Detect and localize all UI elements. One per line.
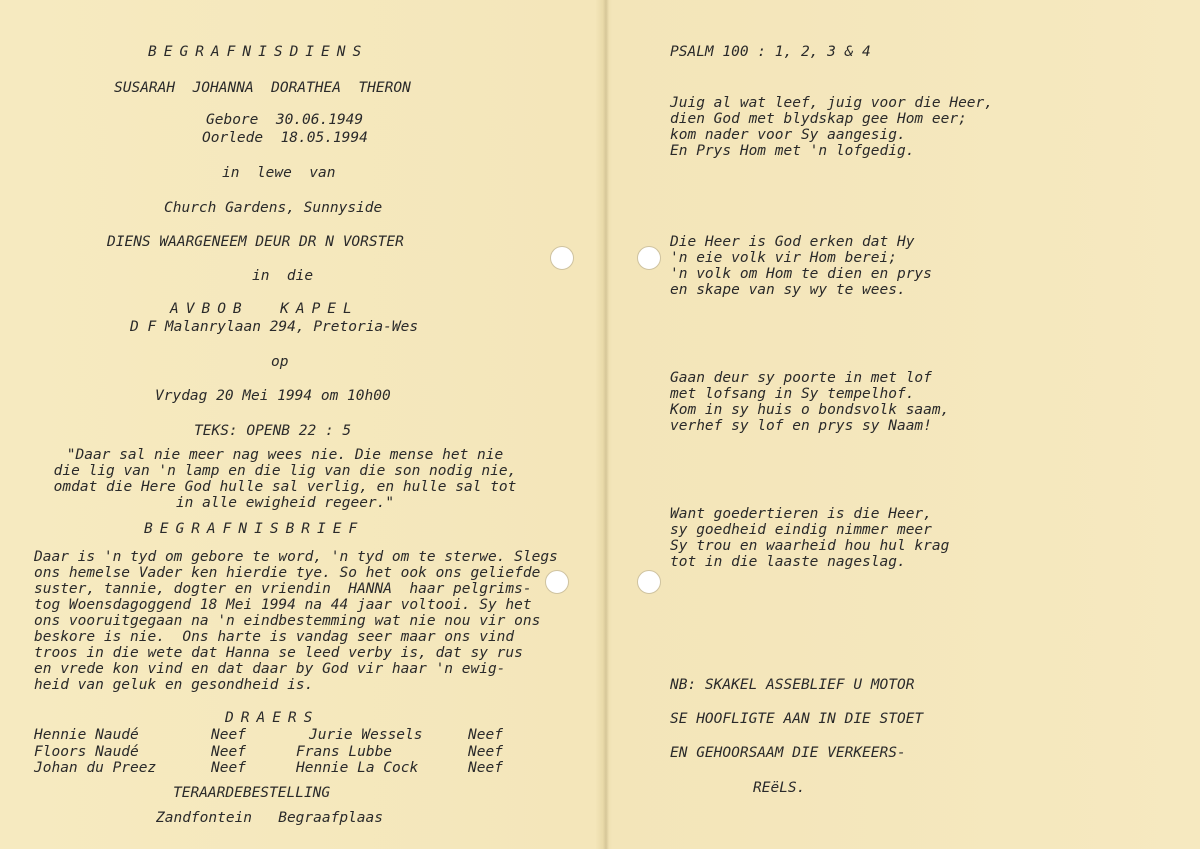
bearer-name: Hennie La Cock — [296, 760, 419, 776]
letter-line: troos in die wete dat Hanna se leed verby is, dat sy rus — [34, 645, 523, 661]
verse-line: met lofsang in Sy tempelhof. — [670, 386, 915, 402]
verse-line: Die Heer is God erken dat Hy — [670, 234, 915, 250]
letter-line: heid van geluk en gesondheid is. — [34, 677, 314, 693]
bearer-row — [34, 744, 534, 761]
quote-line: omdat die Here God hulle sal verlig, en hulle sal tot — [53, 479, 517, 495]
verse-line: Sy trou en waarheid hou hul krag — [670, 538, 950, 554]
deceased-name: SUSARAH JOHANNA DORATHEA THERON — [114, 80, 411, 96]
scripture-quote — [38, 447, 532, 511]
letter-line: en vrede kon vind en dat daar by God vir haar 'n ewig- — [34, 661, 506, 677]
bearer-relation: Neef — [468, 727, 503, 743]
psalm-verse-3 — [670, 370, 949, 434]
verse-line: verhef sy lof en prys sy Naam! — [670, 418, 932, 434]
birth-date: Gebore 30.06.1949 — [206, 112, 364, 128]
verse-line: sy goedheid eindig nimmer meer — [670, 522, 932, 538]
bearer-relation: Neef — [211, 743, 246, 760]
burial-place: Zandfontein Begraafplaas — [156, 810, 383, 826]
bearer-relation: Neef — [211, 760, 246, 776]
verse-line: kom nader voor Sy aangesig. — [670, 127, 906, 143]
verse-line: Want goedertieren is die Heer, — [670, 506, 932, 522]
in-the-label: in die — [252, 268, 314, 284]
letter-line: tog Woensdagoggend 18 Mei 1994 na 44 jaar voltooi. Sy het — [34, 597, 532, 613]
psalm-verse-2 — [670, 234, 932, 298]
quote-line: die lig van 'n lamp en die lig van die son nodig nie, — [53, 463, 517, 479]
verse-line: Kom in sy huis o bondsvolk saam, — [670, 402, 950, 418]
bearer-name: Frans Lubbe — [296, 743, 393, 760]
funeral-letter — [34, 549, 594, 693]
verse-line: tot in die laaste nageslag. — [670, 554, 906, 570]
bearer-relation: Neef — [211, 727, 246, 743]
verse-line: En Prys Hom met 'n lofgedig. — [670, 143, 915, 159]
scripture-reference: TEKS: OPENB 22 : 5 — [194, 423, 352, 439]
verse-line: en skape van sy wy te wees. — [670, 282, 906, 298]
psalm-title: PSALM 100 : 1, 2, 3 & 4 — [670, 44, 871, 60]
chapel-address: D F Malanrylaan 294, Pretoria-Wes — [130, 319, 419, 335]
bearer-name: Johan du Preez — [34, 760, 157, 776]
notice-line: EN GEHOORSAAM DIE VERKEERS- — [670, 745, 906, 761]
psalm-verse-1 — [670, 95, 993, 159]
on-label: op — [271, 354, 289, 370]
chapel-name: AVBOB KAPEL — [170, 301, 359, 317]
letter-line: beskore is nie. Ons harte is vandag seer maar ons vind — [34, 629, 515, 645]
verse-line: Gaan deur sy poorte in met lof — [670, 370, 932, 386]
quote-line: in alle ewigheid regeer." — [175, 495, 395, 511]
bearer-row — [34, 727, 534, 744]
verse-line: 'n volk om Hom te dien en prys — [670, 266, 932, 282]
center-fold — [603, 0, 609, 849]
punch-hole — [550, 246, 574, 270]
in-life-of-label: in lewe van — [222, 165, 336, 181]
bearers-table — [34, 727, 534, 777]
quote-line: "Daar sal nie meer nag wees nie. Die mense het nie — [66, 447, 504, 463]
bearer-name: Floors Naudé — [34, 743, 139, 760]
service-heading: BEGRAFNISDIENS — [148, 44, 369, 60]
burial-heading: TERAARDEBESTELLING — [173, 785, 331, 801]
bearer-row — [34, 760, 534, 777]
notice-line: REëLS. — [753, 780, 806, 796]
bearer-relation: Neef — [468, 760, 503, 776]
verse-line: dien God met blydskap gee Hom eer; — [670, 111, 967, 127]
letter-line: suster, tannie, dogter en vriendin HANNA haar pelgrims- — [34, 581, 532, 597]
letter-line: ons vooruitgegaan na 'n eindbestemming wat nie nou vir ons — [34, 613, 541, 629]
psalm-verse-4 — [670, 506, 949, 570]
punch-hole — [637, 570, 661, 594]
officiant-line: DIENS WAARGENEEM DEUR DR N VORSTER — [107, 234, 404, 250]
letter-line: Daar is 'n tyd om gebore te word, 'n tyd om te sterwe. Slegs — [34, 549, 558, 565]
verse-line: 'n eie volk vir Hom berei; — [670, 250, 897, 266]
bearer-name: Hennie Naudé — [34, 727, 139, 743]
punch-hole — [637, 246, 661, 270]
notice-line: NB: SKAKEL ASSEBLIEF U MOTOR — [670, 677, 915, 693]
notice-line: SE HOOFLIGTE AAN IN DIE STOET — [670, 711, 924, 727]
bearers-heading: DRAERS — [225, 710, 320, 726]
verse-line: Juig al wat leef, juig voor die Heer, — [670, 95, 994, 111]
bearer-relation: Neef — [468, 743, 503, 760]
bearer-name: Jurie Wessels — [309, 727, 423, 743]
service-date-time: Vrydag 20 Mei 1994 om 10h00 — [155, 388, 391, 404]
death-date: Oorlede 18.05.1994 — [202, 130, 368, 146]
letter-line: ons hemelse Vader ken hierdie tye. So het ook ons geliefde — [34, 565, 541, 581]
residence-address: Church Gardens, Sunnyside — [164, 200, 383, 216]
letter-heading: BEGRAFNISBRIEF — [144, 521, 365, 537]
